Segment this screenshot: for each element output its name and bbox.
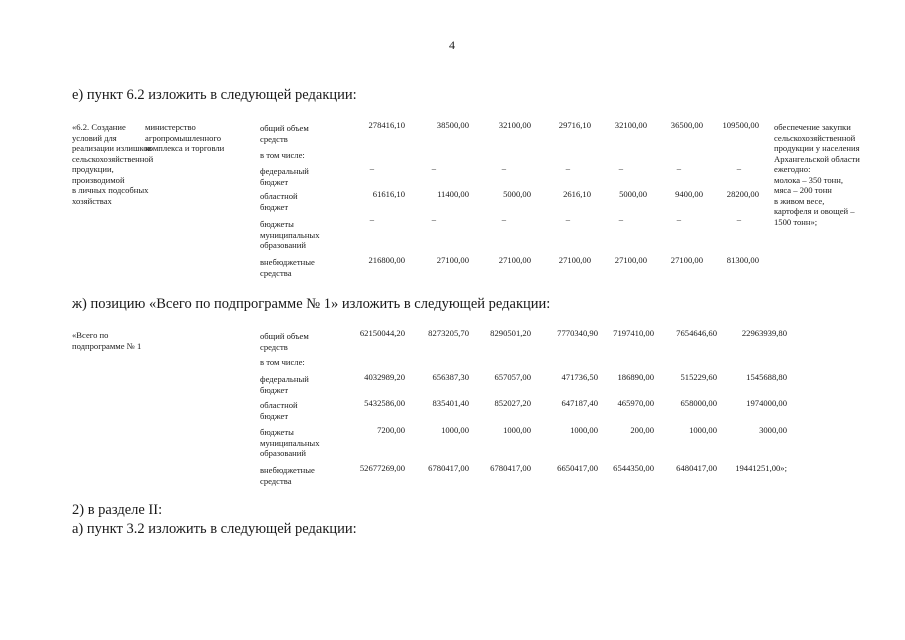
- table-cell: 1000,00: [441, 425, 469, 435]
- table-cell: 1000,00: [503, 425, 531, 435]
- row-label: в том числе:: [260, 150, 305, 160]
- table-cell: 515229,60: [680, 372, 717, 382]
- table-cell: –: [565, 163, 570, 173]
- table-cell: 38500,00: [436, 120, 469, 130]
- table-cell: 27100,00: [498, 255, 531, 265]
- table-cell: 1000,00: [689, 425, 717, 435]
- table-cell: 1974000,00: [746, 398, 787, 408]
- row-label: бюджеты муниципальных образований: [260, 219, 320, 250]
- table-cell: 27100,00: [614, 255, 647, 265]
- table-cell: 2616,10: [563, 189, 591, 199]
- table-cell: 19441251,00»;: [735, 463, 787, 473]
- row-label: общий объем средств: [260, 123, 309, 144]
- table-cell: 62150044,20: [359, 328, 405, 338]
- row-label: федеральный бюджет: [260, 166, 309, 187]
- table-cell: –: [736, 214, 741, 224]
- table-cell: –: [369, 214, 374, 224]
- table-cell: 5000,00: [619, 189, 647, 199]
- row-label: внебюджетные средства: [260, 465, 315, 486]
- table-cell: 852027,20: [494, 398, 531, 408]
- row-label: областной бюджет: [260, 191, 298, 212]
- table-cell: 27100,00: [558, 255, 591, 265]
- table-cell: –: [501, 163, 506, 173]
- table-cell: 11400,00: [437, 189, 469, 199]
- table-cell: 657057,00: [494, 372, 531, 382]
- table-cell: –: [431, 214, 436, 224]
- table-cell: 36500,00: [670, 120, 703, 130]
- table-cell: 5432586,00: [364, 398, 405, 408]
- table-cell: 27100,00: [670, 255, 703, 265]
- table-cell: 7654646,60: [676, 328, 717, 338]
- table-cell: 109500,00: [722, 120, 759, 130]
- table-cell: 61616,10: [372, 189, 405, 199]
- result-cell: обеспечение закупки сельскохозяйственной продукции у населения Архангельской области ежегодно: молока – 350 тонн, мяса – 200 тонн в живом весе, картофеля и овощей – 1500 тонн»;: [774, 122, 860, 227]
- table-cell: 27100,00: [436, 255, 469, 265]
- table-cell: –: [676, 163, 681, 173]
- table-cell: 28200,00: [726, 189, 759, 199]
- table-cell: 471736,50: [561, 372, 598, 382]
- table-cell: 1545688,80: [746, 372, 787, 382]
- table-cell: –: [501, 214, 506, 224]
- table-cell: 7197410,00: [613, 328, 654, 338]
- table-cell: –: [676, 214, 681, 224]
- table-cell: 1000,00: [570, 425, 598, 435]
- table-cell: 29716,10: [558, 120, 591, 130]
- heading-item-zh: ж) позицию «Всего по подпрограмме № 1» изложить в следующей редакции:: [72, 296, 551, 312]
- table-cell: 656387,30: [432, 372, 469, 382]
- table-cell: 52677269,00: [359, 463, 405, 473]
- table-cell: –: [431, 163, 436, 173]
- table-cell: 278416,10: [368, 120, 405, 130]
- row-label: внебюджетные средства: [260, 257, 315, 278]
- row-label: бюджеты муниципальных образований: [260, 427, 320, 458]
- row-label: областной бюджет: [260, 400, 298, 421]
- table-cell: 200,00: [630, 425, 654, 435]
- table-cell: 6480417,00: [676, 463, 717, 473]
- table-cell: 5000,00: [503, 189, 531, 199]
- row-label: федеральный бюджет: [260, 374, 309, 395]
- heading-item-a: а) пункт 3.2 изложить в следующей редакции:: [72, 521, 357, 537]
- table-cell: 835401,40: [432, 398, 469, 408]
- table-cell: 8290501,20: [490, 328, 531, 338]
- heading-item-e: е) пункт 6.2 изложить в следующей редакции:: [72, 87, 357, 103]
- table-cell: –: [565, 214, 570, 224]
- table-cell: 216800,00: [368, 255, 405, 265]
- table-cell: 186890,00: [617, 372, 654, 382]
- table-cell: 3000,00: [759, 425, 787, 435]
- table-cell: 4032989,20: [364, 372, 405, 382]
- table-cell: 658000,00: [680, 398, 717, 408]
- table-cell: 6780417,00: [428, 463, 469, 473]
- table-cell: 6544350,00: [613, 463, 654, 473]
- table-cell: 647187,40: [561, 398, 598, 408]
- table-cell: 6650417,00: [557, 463, 598, 473]
- table-cell: 22963939,80: [741, 328, 787, 338]
- executor-cell: министерство агропромышленного комплекса и торговли: [145, 122, 225, 153]
- row-label: в том числе:: [260, 357, 305, 367]
- page-number: 4: [449, 38, 455, 52]
- table-cell: 7770340,90: [557, 328, 598, 338]
- table-cell: 6780417,00: [490, 463, 531, 473]
- table-cell: 32100,00: [614, 120, 647, 130]
- table-cell: 81300,00: [726, 255, 759, 265]
- table-cell: –: [369, 163, 374, 173]
- table-cell: –: [618, 163, 623, 173]
- table-cell: 7200,00: [377, 425, 405, 435]
- measure-name-cell: «6.2. Создание условий для реализации излишков сельскохозяйственной продукции, производимой в личных подсобных хозяйствах: [72, 122, 154, 206]
- table-cell: 9400,00: [675, 189, 703, 199]
- table-cell: –: [736, 163, 741, 173]
- table-cell: 8273205,70: [428, 328, 469, 338]
- table-cell: 465970,00: [617, 398, 654, 408]
- total-name-cell: «Всего по подпрограмме № 1: [72, 330, 142, 351]
- table-cell: –: [618, 214, 623, 224]
- row-label: общий объем средств: [260, 331, 309, 352]
- heading-section-2: 2) в разделе II:: [72, 502, 163, 518]
- table-cell: 32100,00: [498, 120, 531, 130]
